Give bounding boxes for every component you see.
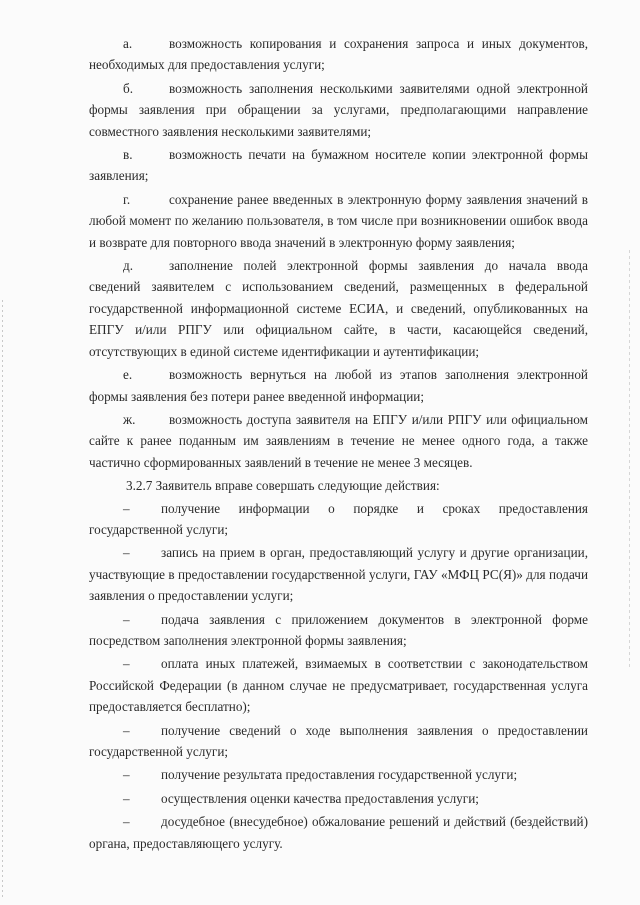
list-marker: е. [123,367,133,383]
list-marker: д. [123,258,134,274]
list-item [89,409,588,473]
list-item-text: возможность заполнения несколькими заявителями одной электронной формы заявления при обращении за услугами, предполагающими направление совместного заявления несколькими заявителями; [89,80,588,139]
action-item [89,764,588,785]
dash-marker: – [123,500,130,516]
list-item [89,364,588,407]
action-item-text: получение результата предоставления государственной услуги; [161,767,518,783]
list-item-text: возможность вернуться на любой из этапов заполнения электронной формы заявления без потери ранее введенной информации; [89,367,588,404]
action-item-text: осуществления оценки качества предоставления услуги; [161,790,479,806]
dash-marker: – [123,814,130,830]
action-item [89,788,588,809]
list-item [89,255,588,362]
action-item-text: запись на прием в орган, предоставляющий услугу и другие организации, участвующие в предоставлении государственной услуги, ГАУ «МФЦ РС(Я)» для подачи заявления о предоставлении услуги; [89,545,588,604]
action-item [89,609,588,652]
action-item [89,653,588,717]
list-marker: б. [123,80,134,96]
list-marker: г. [123,191,131,207]
action-item-text: досудебное (внесудебное) обжалование решений и действий (бездействий) органа, предоставляющего услугу. [89,814,588,851]
list-item [89,33,588,76]
document-body [89,33,588,856]
list-item [89,78,588,142]
action-item-text: подача заявления с приложением документов в электронной форме посредством заполнения электронной формы заявления; [89,611,588,648]
list-item-text: возможность печати на бумажном носителе копии электронной формы заявления; [89,147,588,184]
list-marker: а. [123,36,133,51]
action-item [89,811,588,854]
dash-marker: – [123,722,130,738]
dash-marker: – [123,767,130,783]
action-item [89,720,588,763]
section-heading: 3.2.7 Заявитель вправе совершать следующие действия: [126,478,440,494]
action-item [89,498,588,541]
action-item-text: получение информации о порядке и сроках предоставления государственной услуги; [89,500,588,537]
list-item-text: сохранение ранее введенных в электронную форму заявления значений в любой момент по желанию пользователя, в том числе при возникновении ошибок ввода и возврате для повторного ввода значений в электронную форму заявления; [89,191,588,250]
action-item [89,542,588,606]
action-item-text: получение сведений о ходе выполнения заявления о предоставлении государственной услуги; [89,722,588,759]
dash-marker: – [123,790,130,806]
list-item-text: заполнение полей электронной формы заявления до начала ввода сведений заявителем с использованием сведений, размещенных в федеральной государственной информационной системе ЕСИА, и сведений, опубликованных на ЕПГУ и/или РПГУ или официальном сайте, в части, касающейся сведений, отсутствующих в единой системе идентификации и аутентификации; [89,258,588,359]
list-marker: в. [123,147,133,163]
list-item [89,189,588,253]
dash-marker: – [123,545,130,561]
action-item-text: оплата иных платежей, взимаемых в соответствии с законодательством Российской Федерации (в данном случае не предусматривает, государственная услуга предоставляется бесплатно); [89,656,588,715]
list-marker: ж. [123,411,136,427]
scan-edge-artifact [2,300,3,900]
list-item-text: возможность доступа заявителя на ЕПГУ и/или РПГУ или официальном сайте к ранее поданным им заявлениям в течение не менее одного года, а также частично сформированных заявлений в течение не менее 3 месяцев. [89,411,588,470]
dash-marker: – [123,611,130,627]
list-item [89,144,588,187]
list-item-text: возможность копирования и сохранения запроса и иных документов, необходимых для предоставления услуги; [89,36,588,73]
dash-marker: – [123,656,130,672]
scan-edge-artifact [629,250,630,670]
